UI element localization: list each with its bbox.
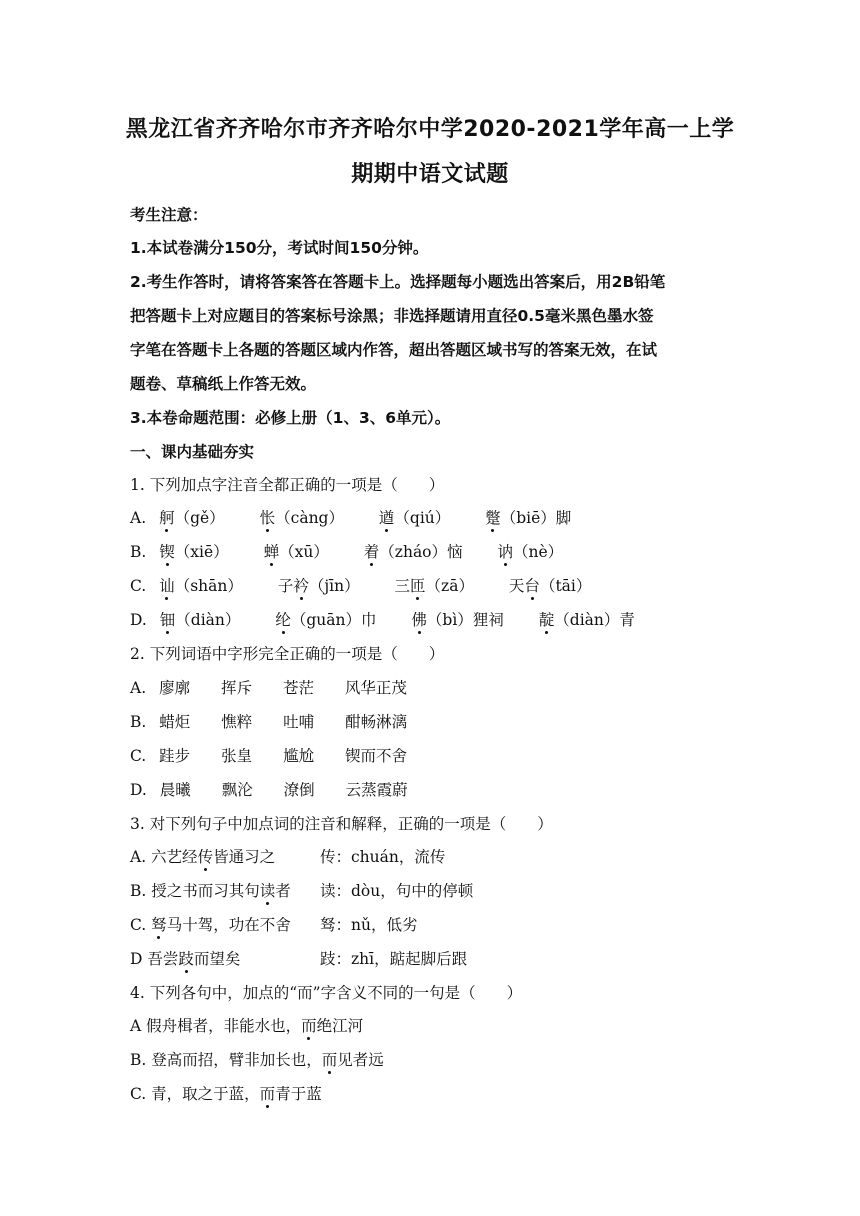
notice-item-2c: 字笔在答题卡上各题的答题区域内作答，超出答题区域书写的答案无效，在试	[130, 341, 658, 359]
option-sentence: B. 授之书而习其句读者	[130, 882, 291, 900]
question-4-option-c: C. 青，取之于蓝，而青于蓝	[130, 1085, 322, 1103]
option-word: 遒（qiú）	[378, 509, 451, 527]
option-note: 读：dòu，句中的停顿	[320, 882, 474, 900]
exam-title-line1: 黑龙江省齐齐哈尔市齐齐哈尔中学2020-2021学年高一上学	[125, 117, 735, 142]
option-label: C.	[130, 577, 147, 595]
option-word: 三匝（zā）	[394, 577, 474, 595]
option-word: 佛（bì）狸祠	[411, 611, 504, 629]
option-label: B.	[130, 543, 147, 561]
option-word: 怅（càng）	[259, 509, 344, 527]
question-3-stem: 3. 对下列句子中加点词的注音和解释，正确的一项是（ ）	[130, 815, 553, 833]
notice-item-2d: 题卷、草稿纸上作答无效。	[130, 375, 317, 393]
option-word: 吐哺	[283, 713, 315, 731]
notice-item-1: 1.本试卷满分150分，考试时间150分钟。	[130, 239, 429, 257]
option-label: A.	[130, 509, 147, 527]
question-3-option-b	[130, 879, 473, 901]
option-label: A.	[130, 679, 147, 697]
option-word: 靛（diàn）青	[538, 611, 635, 629]
option-word: 苍茫	[282, 679, 314, 697]
option-word: 潦倒	[283, 781, 315, 799]
exam-title-line2: 期期中语文试题	[351, 162, 509, 187]
option-word: 着（zháo）恼	[363, 543, 463, 561]
question-3-option-d	[130, 947, 467, 969]
question-2-option-b	[130, 710, 407, 732]
option-sentence: C. 驽马十驾，功在不舍	[130, 916, 291, 934]
option-word: 子衿（jīn）	[277, 577, 360, 595]
option-label: D.	[130, 611, 147, 629]
option-word: 跬步	[159, 747, 191, 765]
notice-heading: 考生注意：	[130, 206, 208, 224]
option-word: 廖廓	[159, 679, 191, 697]
option-word: 风华正茂	[344, 679, 407, 697]
question-3-option-c	[130, 913, 417, 935]
option-word: 舸（gě）	[159, 509, 225, 527]
option-word: 飘沦	[221, 781, 253, 799]
option-word: 晨曦	[159, 781, 191, 799]
option-word: 锲而不舍	[345, 747, 408, 765]
notice-item-2b: 把答题卡上对应题目的答案标号涂黑；非选择题请用直径0.5毫米黑色墨水签	[130, 307, 654, 325]
option-word: 钿（diàn）	[159, 611, 241, 629]
option-word: 讪（shān）	[159, 577, 243, 595]
option-note: 驽：nǔ，低劣	[320, 916, 418, 934]
option-word: 纶（guān）巾	[275, 611, 377, 629]
option-word: 天台（tāi）	[508, 577, 592, 595]
question-1-option-a	[130, 506, 571, 528]
option-label: C.	[130, 747, 147, 765]
option-word: 讷（nè）	[497, 543, 564, 561]
question-3-option-a	[130, 845, 445, 867]
option-word: 挥斥	[221, 679, 253, 697]
question-2-option-d	[130, 778, 408, 800]
question-1-option-c	[130, 574, 591, 596]
option-word: 尴尬	[283, 747, 315, 765]
option-word: 张皇	[221, 747, 253, 765]
section-heading: 一、课内基础夯实	[130, 443, 255, 461]
option-label: D.	[130, 781, 147, 799]
option-word: 蝉（xū）	[263, 543, 329, 561]
question-4-stem: 4. 下列各句中，加点的“而”字含义不同的一句是（ ）	[130, 984, 523, 1002]
option-sentence: D 吾尝跂而望矣	[130, 950, 241, 968]
option-word: 蹩（biē）脚	[485, 509, 572, 527]
question-1-option-d	[130, 608, 635, 630]
option-sentence: A. 六艺经传皆通习之	[130, 848, 276, 866]
notice-item-3: 3.本卷命题范围：必修上册（1、3、6单元）。	[130, 409, 451, 427]
option-word: 酣畅淋漓	[345, 713, 408, 731]
option-word: 锲（xiē）	[159, 543, 229, 561]
option-word: 憔粹	[221, 713, 253, 731]
question-1-stem: 1. 下列加点字注音全都正确的一项是（ ）	[130, 476, 445, 494]
question-4-option-a: A 假舟楫者，非能水也，而绝江河	[130, 1017, 364, 1035]
question-2-option-c	[130, 744, 407, 766]
option-note: 跂：zhī，踮起脚后跟	[320, 950, 468, 968]
option-label: B.	[130, 713, 147, 731]
question-4-option-b: B. 登高而招，臂非加长也，而见者远	[130, 1051, 384, 1069]
option-note: 传：chuán，流传	[320, 848, 446, 866]
question-1-option-b	[130, 540, 563, 562]
option-word: 蜡炬	[159, 713, 191, 731]
question-2-stem: 2. 下列词语中字形完全正确的一项是（ ）	[130, 645, 445, 663]
question-2-option-a	[130, 676, 407, 698]
option-word: 云蒸霞蔚	[345, 781, 408, 799]
notice-item-2a: 2.考生作答时，请将答案答在答题卡上。选择题每小题选出答案后，用2B铅笔	[130, 273, 666, 291]
